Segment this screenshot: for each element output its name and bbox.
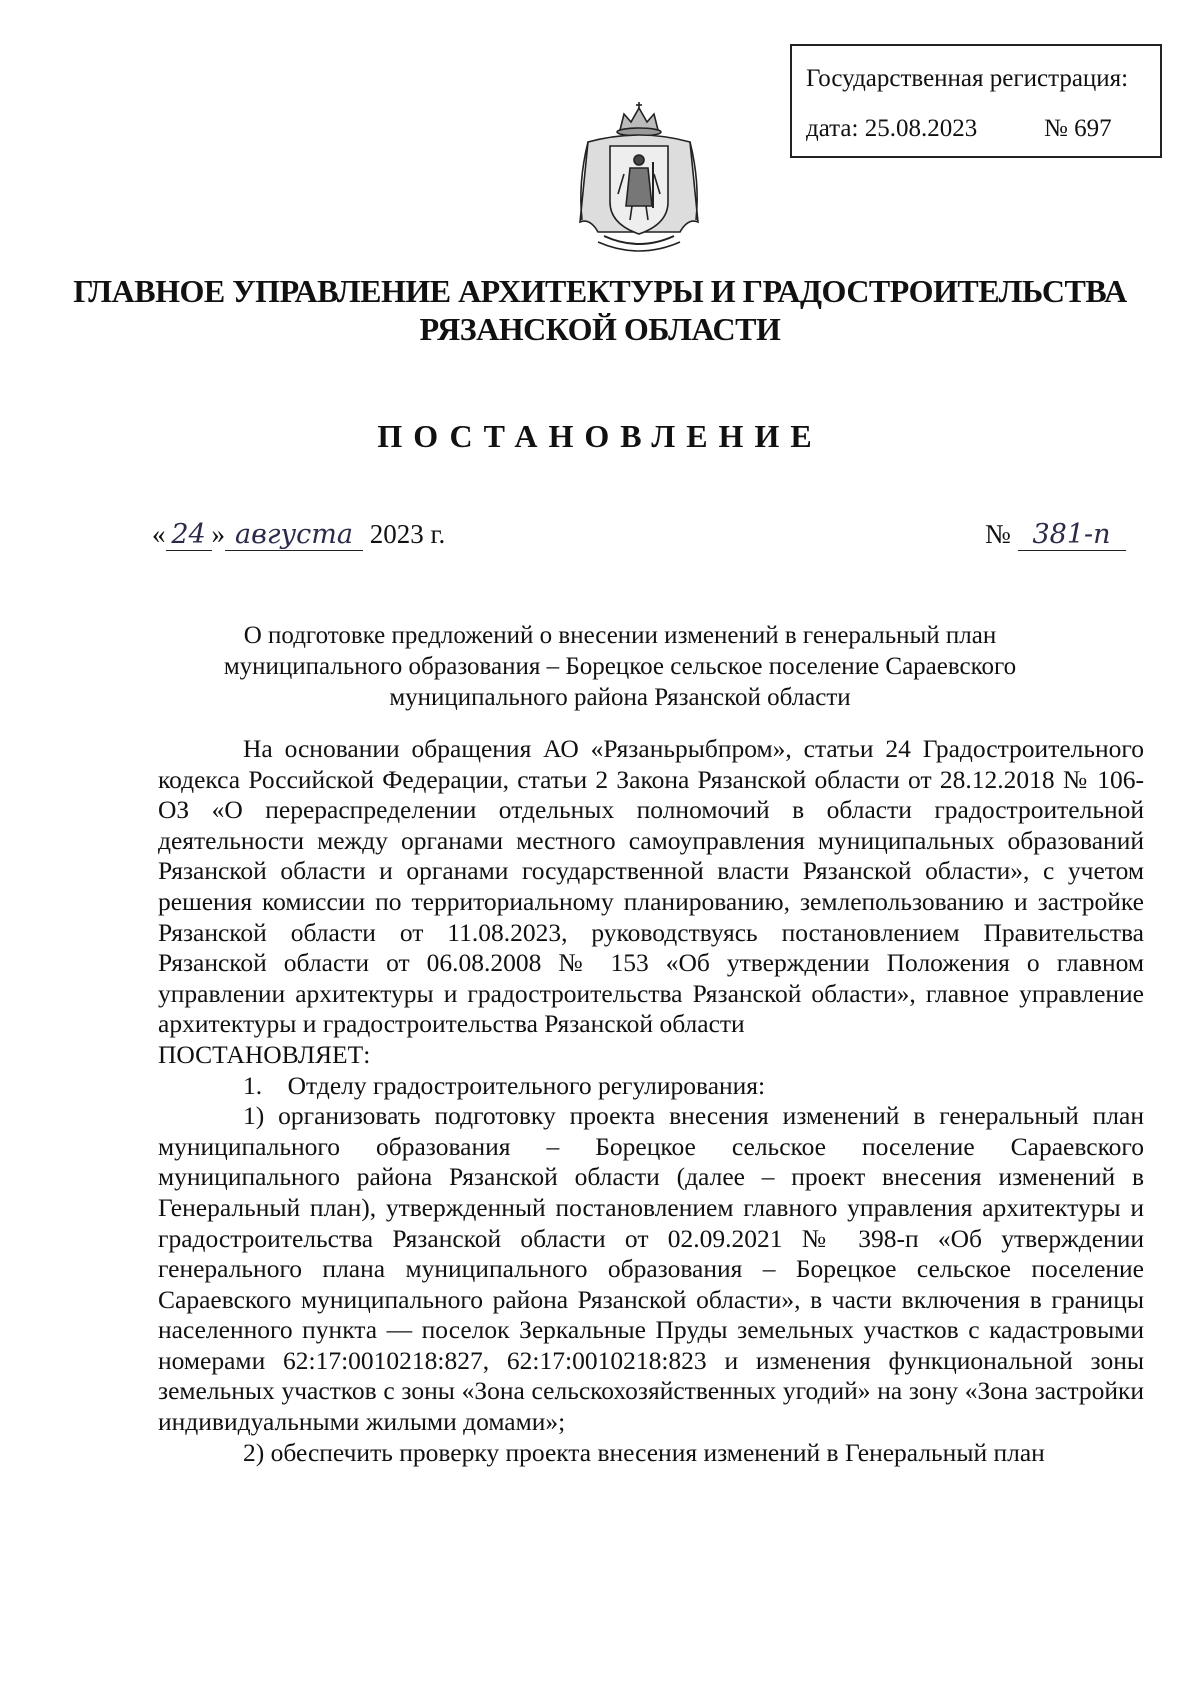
subject-line2: муниципального образования – Борецкое сельское поселение Сараевского bbox=[223, 653, 1017, 680]
subject-line3: муниципального района Рязанской области bbox=[389, 684, 851, 711]
number-value: 381-п bbox=[1018, 520, 1126, 551]
number-label: № bbox=[985, 519, 1011, 549]
clause-1-1: 1) организовать подготовку проекта внесения изменений в генеральный план муниципального образования – Борецкое сельское поселение Сараевского муниципального района Рязанской области (далее – проект внесения изменений в Генеральный план), утвержденный постановлением главного управления архитектуры и градостроительства Рязанской области от 02.09.2021 № 398-п «Об утверждении генерального плана муниципального образования – Борецкое сельское поселение Сараевского муниципального района Рязанской области», в части включения в границы населенного пункта — поселок Зеркальные Пруды земельных участков с кадастровыми номерами 62:17:0010218:827, 62:17:0010218:823 и изменения функциональной зоны земельных участков с зоны «Зона сельскохозяйственных угодий» на зону «Зона застройки индивидуальными жилыми домами»; bbox=[158, 1101, 1144, 1437]
coat-of-arms-icon bbox=[568, 102, 710, 258]
organization-title bbox=[0, 272, 1200, 349]
clause-1-2: 2) обеспечить проверку проекта внесения изменений в Генеральный план bbox=[243, 1437, 1045, 1467]
preamble-paragraph: На основании обращения АО «Рязаньрыбпром», статьи 24 Градостроительного кодекса Российской Федерации, статьи 2 Закона Рязанской области от 28.12.2018 № 106-ОЗ «О перераспределении отдельных полномочий в области градостроительной деятельности между органами местного самоуправления муниципальных образований Рязанской области и органами государственной власти Рязанской области», с учетом решения комиссии по территориальному планированию, землепользованию и застройке Рязанской области от 11.08.2023, руководствуясь постановлением Правительства Рязанской области от 06.08.2008 № 153 «Об утверждении Положения о главном управлении архитектуры и градостроительства Рязанской области», главное управление архитектуры и градостроительства Рязанской области bbox=[158, 734, 1144, 1039]
date-open-quote: « bbox=[152, 519, 166, 549]
registration-title: Государственная регистрация: bbox=[806, 65, 1129, 92]
document-number bbox=[985, 519, 1126, 551]
date-close-quote: » bbox=[211, 519, 225, 549]
date-year: 2023 г. bbox=[369, 519, 446, 549]
date-month: августа bbox=[225, 520, 363, 551]
document-subject bbox=[160, 620, 1080, 713]
registration-stamp bbox=[790, 44, 1162, 158]
resolves-word: ПОСТАНОВЛЯЕТ: bbox=[158, 1039, 371, 1069]
document-type: ПОСТАНОВЛЕНИЕ bbox=[377, 418, 823, 454]
organization-title-line2: РЯЗАНСКОЙ ОБЛАСТИ bbox=[419, 311, 781, 348]
registration-date: дата: 25.08.2023 bbox=[806, 115, 978, 142]
document-body bbox=[158, 734, 1144, 1468]
organization-title-line1: ГЛАВНОЕ УПРАВЛЕНИЕ АРХИТЕКТУРЫ И ГРАДОСТРОИТЕЛЬСТВА bbox=[73, 273, 1127, 309]
document-date bbox=[152, 519, 445, 551]
clause-1: 1. Отделу градостроительного регулирования: bbox=[243, 1070, 766, 1100]
subject-line1: О подготовке предложений о внесении изменений в генеральный план bbox=[243, 622, 997, 649]
registration-number: № 697 bbox=[1044, 115, 1112, 142]
date-day: 24 bbox=[166, 520, 212, 551]
